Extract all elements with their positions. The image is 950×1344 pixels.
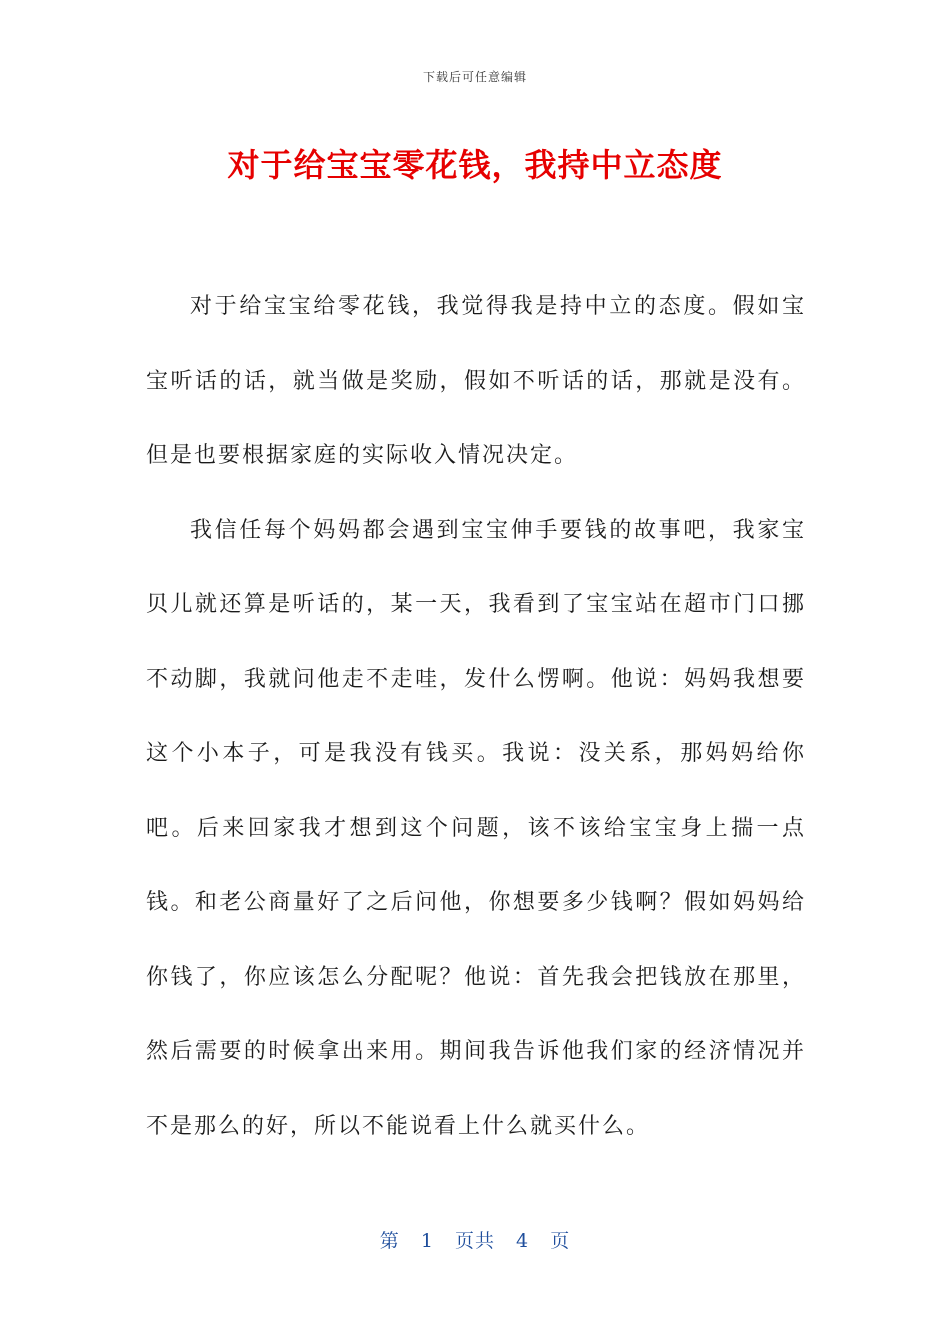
document-body — [146, 270, 806, 1164]
paragraph-1: 对于给宝宝给零花钱，我觉得我是持中立的态度。假如宝宝听话的话，就当做是奖励，假如不听话的话，那就是没有。但是也要根据家庭的实际收入情况决定。 — [146, 294, 806, 468]
page-label-mid: 页共 — [454, 1230, 495, 1252]
page-footer — [0, 1226, 950, 1253]
page-label-suffix: 页 — [550, 1230, 571, 1252]
page-label-prefix: 第 — [379, 1230, 400, 1252]
header-note: 下载后可任意编辑 — [422, 70, 527, 84]
total-pages: 4 — [516, 1230, 530, 1252]
paragraph-2: 我信任每个妈妈都会遇到宝宝伸手要钱的故事吧，我家宝贝儿就还算是听话的，某一天，我看到了宝宝站在超市门口挪不动脚，我就问他走不走哇，发什么愣啊。他说：妈妈我想要这个小本子，可是我没有钱买。我说：没关系，那妈妈给你吧。后来回家我才想到这个问题，该不该给宝宝身上揣一点钱。和老公商量好了之后问他，你想要多少钱啊？假如妈妈给你钱了，你应该怎么分配呢？他说：首先我会把钱放在那里，然后需要的时候拿出来用。期间我告诉他我们家的经济情况并不是那么的好，所以不能说看上什么就买什么。 — [146, 517, 806, 1139]
page-number: 1 — [420, 1230, 434, 1252]
document-title: 对于给宝宝零花钱，我持中立态度 — [227, 146, 723, 184]
